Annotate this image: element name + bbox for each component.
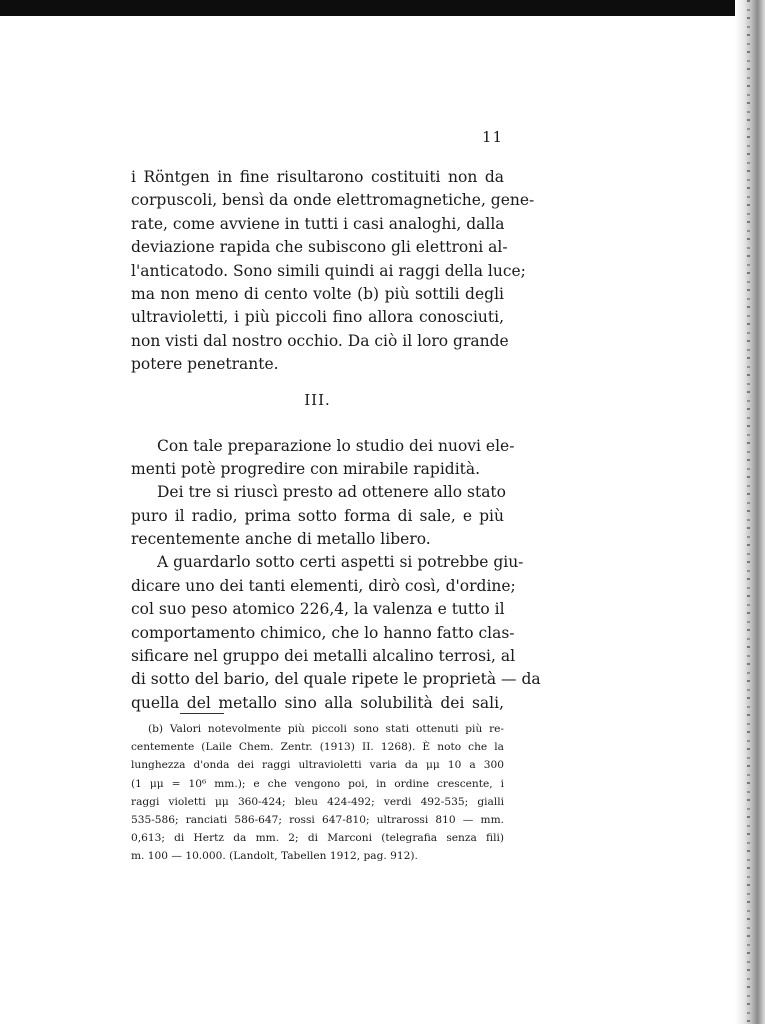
footnote-divider <box>180 713 224 714</box>
footnote-line: centemente (Laile Chem. Zentr. (1913) II. 1268). È noto che la <box>131 741 504 754</box>
body-text <box>131 166 541 715</box>
text-line: non visti dal nostro occhio. Da ciò il loro grande <box>131 331 509 350</box>
spacer <box>131 423 504 435</box>
text-line: Con tale preparazione lo studio dei nuovi ele- <box>157 436 515 455</box>
text-line: l'anticatodo. Sono simili quindi ai raggi della luce; <box>131 261 526 280</box>
footnote-line: raggi violetti μμ 360-424; bleu 424-492; verdi 492-535; gialli <box>131 795 504 808</box>
footnote-line: 0,613; di Hertz da mm. 2; di Marconi (telegrafia senza fili) <box>131 832 504 845</box>
text-line: sificare nel gruppo dei metalli alcalino terrosi, al <box>131 647 516 666</box>
text-line: quella del metallo sino alla solubilità dei sali, <box>131 693 504 712</box>
text-line: di sotto del bario, del quale ripete le proprietà — da <box>131 670 541 689</box>
footnote-line: 535-586; ranciati 586-647; rossi 647-810; ultrarossi 810 — mm. <box>131 813 504 826</box>
text-line: i Röntgen in fine risultarono costituiti non da <box>131 168 504 186</box>
text-line: ma non meno di cento volte (b) più sottili degli <box>131 284 504 303</box>
footnote-line: (1 μμ = 10⁶ mm.); e che vengono poi, in ordine crescente, i <box>131 777 504 790</box>
text-line: puro il radio, prima sotto forma di sale, e più <box>131 506 504 525</box>
footnote-line: m. 100 — 10.000. (Landolt, Tabellen 1912, pag. 912). <box>131 850 418 863</box>
footnote-line: lunghezza d'onda dei raggi ultravioletti varia da μμ 10 a 300 <box>131 759 504 772</box>
paragraph <box>131 166 535 377</box>
text-line: deviazione rapida che subiscono gli elettroni al- <box>131 238 508 257</box>
footnote-b <box>131 720 504 866</box>
text-line: corpuscoli, bensì da onde elettromagnetiche, gene- <box>131 191 535 210</box>
text-line: potere penetrante. <box>131 355 279 374</box>
text-line: dicare uno dei tanti elementi, dirò così, d'ordine; <box>131 576 516 595</box>
text-line: recentemente anche di metallo libero. <box>131 530 431 549</box>
page-number: 11 <box>482 128 504 146</box>
section-heading: III. <box>304 390 331 409</box>
text-line: ultravioletti, i più piccoli fino allora conosciuti, <box>131 308 504 327</box>
paragraph <box>131 481 504 551</box>
scan-top-border <box>0 0 765 16</box>
book-spine-edge <box>735 0 765 1024</box>
text-line: comportamento chimico, che lo hanno fatto clas- <box>131 623 515 642</box>
text-line: col suo peso atomico 226,4, la valenza e tutto il <box>131 600 505 619</box>
text-line: A guardarlo sotto certi aspetti si potrebbe giu- <box>157 553 524 572</box>
text-line: menti potè progredire con mirabile rapidità. <box>131 459 481 478</box>
paragraph <box>131 435 515 482</box>
paragraph <box>131 551 541 715</box>
text-line: Dei tre si riuscì presto ad ottenere allo stato <box>157 483 506 502</box>
text-line: rate, come avviene in tutti i casi analoghi, dalla <box>131 214 505 233</box>
footnote-line: (b) Valori notevolmente più piccoli sono stati ottenuti più re- <box>148 723 504 735</box>
